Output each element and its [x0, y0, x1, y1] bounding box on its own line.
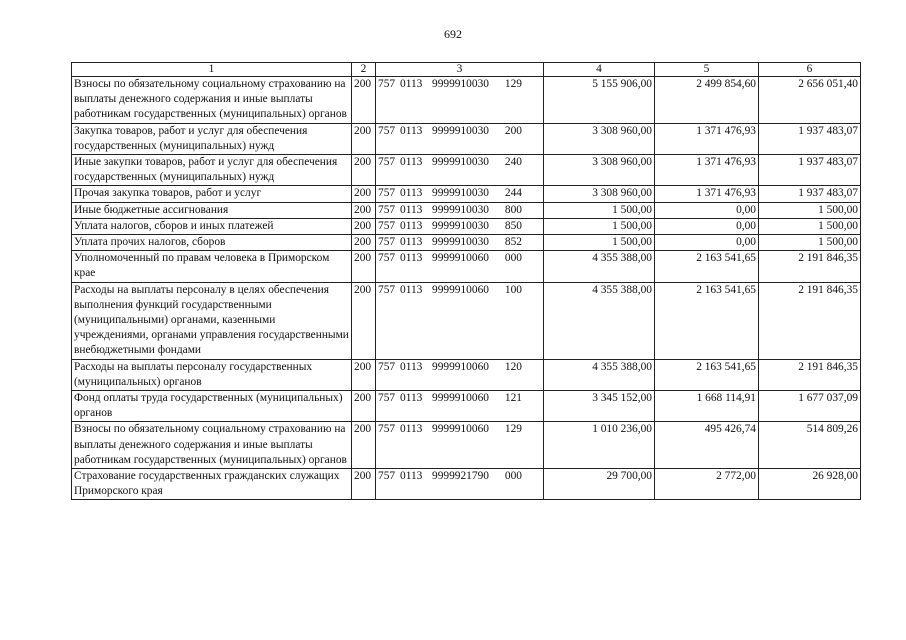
code-part: 757	[378, 283, 396, 296]
code-part: 850	[504, 219, 522, 232]
budget-table-body	[72, 63, 861, 500]
row-value-col5: 1 371 476,93	[655, 155, 759, 186]
row-value-col5: 2 163 541,65	[655, 251, 759, 282]
code-part: 0113	[400, 236, 423, 249]
table-row	[72, 251, 861, 282]
table-row	[72, 422, 861, 469]
code-part: 129	[504, 78, 522, 90]
code-part: 9999910030	[432, 124, 489, 137]
table-row	[72, 202, 861, 218]
code-part: 000	[504, 252, 522, 265]
code-part: 129	[504, 423, 522, 436]
row-grbs: 200	[352, 218, 376, 234]
row-name: Уплата прочих налогов, сборов	[72, 235, 352, 251]
page-number: 692	[444, 27, 462, 41]
code-part: 0113	[400, 187, 423, 200]
row-value-col6: 2 656 051,40	[759, 77, 861, 124]
code-part: 852	[504, 236, 522, 249]
code-part: 9999910060	[432, 283, 489, 296]
row-grbs: 200	[352, 391, 376, 422]
row-name: Расходы на выплаты персоналу государственных (муниципальных) органов	[72, 359, 352, 390]
column-header: 1	[72, 63, 352, 77]
row-value-col4: 3 308 960,00	[544, 123, 655, 154]
row-grbs: 200	[352, 123, 376, 154]
code-part: 0113	[400, 219, 423, 232]
code-part: 9999910060	[432, 252, 489, 265]
row-value-col6: 1 500,00	[759, 202, 861, 218]
row-value-col4: 4 355 388,00	[544, 251, 655, 282]
row-grbs: 200	[352, 251, 376, 282]
code-part: 800	[504, 203, 522, 216]
code-part: 0113	[400, 252, 423, 265]
row-value-col4: 1 500,00	[544, 202, 655, 218]
code-part: 757	[378, 470, 396, 483]
row-value-col5: 2 772,00	[655, 469, 759, 500]
row-classification-code	[376, 123, 544, 154]
row-name: Расходы на выплаты персоналу в целях обеспечения выполнения функций государственными (муниципальными) органами, казенными учреждениями, органами управления государственными внебюджетными фондами	[72, 282, 352, 359]
table-row	[72, 235, 861, 251]
row-value-col5: 1 371 476,93	[655, 186, 759, 202]
row-grbs: 200	[352, 469, 376, 500]
row-value-col6: 1 937 483,07	[759, 186, 861, 202]
row-value-col5: 2 499 854,60	[655, 77, 759, 124]
code-part: 0113	[400, 283, 423, 296]
row-value-col5: 2 163 541,65	[655, 282, 759, 359]
table-row	[72, 391, 861, 422]
row-classification-code	[376, 77, 544, 124]
code-part: 240	[504, 156, 522, 169]
column-header: 3	[376, 63, 544, 77]
column-header: 5	[655, 63, 759, 77]
row-value-col4: 5 155 906,00	[544, 77, 655, 124]
row-value-col6: 514 809,26	[759, 422, 861, 469]
row-grbs: 200	[352, 202, 376, 218]
row-value-col6: 1 937 483,07	[759, 123, 861, 154]
column-header: 2	[352, 63, 376, 77]
code-part: 120	[504, 360, 522, 373]
row-name: Страхование государственных гражданских служащих Приморского края	[72, 469, 352, 500]
row-value-col4: 3 308 960,00	[544, 155, 655, 186]
row-value-col5: 0,00	[655, 235, 759, 251]
row-value-col6: 2 191 846,35	[759, 251, 861, 282]
row-value-col4: 3 345 152,00	[544, 391, 655, 422]
row-name: Взносы по обязательному социальному страхованию на выплаты денежного содержания и иные выплаты работникам государственных (муниципальных) органов	[72, 77, 352, 124]
row-name: Фонд оплаты труда государственных (муниципальных) органов	[72, 391, 352, 422]
row-name: Уполномоченный по правам человека в Приморском крае	[72, 251, 352, 282]
code-part: 244	[504, 187, 522, 200]
code-part: 100	[504, 283, 522, 296]
row-grbs: 200	[352, 235, 376, 251]
code-part: 0113	[400, 203, 423, 216]
code-part: 0113	[400, 392, 423, 405]
code-part: 0113	[400, 156, 423, 169]
row-value-col6: 1 500,00	[759, 218, 861, 234]
row-classification-code	[376, 251, 544, 282]
row-name: Взносы по обязательному социальному страхованию на выплаты денежного содержания и иные выплаты работникам государственных (муниципальных) органов	[72, 422, 352, 469]
row-value-col4: 1 010 236,00	[544, 422, 655, 469]
row-classification-code	[376, 202, 544, 218]
row-name: Закупка товаров, работ и услуг для обеспечения государственных (муниципальных) нужд	[72, 123, 352, 154]
budget-table	[71, 62, 861, 500]
column-header: 6	[759, 63, 861, 77]
row-classification-code	[376, 186, 544, 202]
row-classification-code	[376, 218, 544, 234]
code-part: 0113	[400, 423, 423, 436]
row-value-col5: 1 668 114,91	[655, 391, 759, 422]
row-value-col6: 1 677 037,09	[759, 391, 861, 422]
code-part: 757	[378, 423, 396, 436]
row-name: Иные закупки товаров, работ и услуг для обеспечения государственных (муниципальных) нужд	[72, 155, 352, 186]
row-name: Иные бюджетные ассигнования	[72, 202, 352, 218]
row-value-col5: 495 426,74	[655, 422, 759, 469]
row-value-col5: 2 163 541,65	[655, 359, 759, 390]
row-value-col5: 1 371 476,93	[655, 123, 759, 154]
code-part: 9999910030	[432, 219, 489, 232]
row-value-col5: 0,00	[655, 218, 759, 234]
table-row	[72, 469, 861, 500]
row-grbs: 200	[352, 186, 376, 202]
code-part: 9999910030	[432, 187, 489, 200]
row-value-col4: 1 500,00	[544, 235, 655, 251]
code-part: 757	[378, 203, 396, 216]
row-classification-code	[376, 391, 544, 422]
table-row	[72, 186, 861, 202]
code-part: 757	[378, 360, 396, 373]
code-part: 9999910060	[432, 392, 489, 405]
row-classification-code	[376, 155, 544, 186]
row-value-col6: 2 191 846,35	[759, 282, 861, 359]
code-part: 0113	[400, 360, 423, 373]
code-part: 9999910030	[432, 236, 489, 249]
row-value-col6: 1 937 483,07	[759, 155, 861, 186]
table-row	[72, 155, 861, 186]
code-part: 9999910060	[432, 423, 489, 436]
row-grbs: 200	[352, 422, 376, 469]
code-part: 757	[378, 156, 396, 169]
code-part: 0113	[400, 470, 423, 483]
table-row	[72, 282, 861, 359]
row-value-col4: 4 355 388,00	[544, 282, 655, 359]
code-part: 757	[378, 219, 396, 232]
code-part: 757	[378, 252, 396, 265]
code-part: 0113	[400, 124, 423, 137]
code-part: 9999921790	[432, 470, 489, 483]
row-grbs: 200	[352, 155, 376, 186]
code-part: 000	[504, 470, 522, 483]
row-grbs: 200	[352, 359, 376, 390]
table-row	[72, 77, 861, 124]
row-value-col5: 0,00	[655, 202, 759, 218]
row-value-col6: 26 928,00	[759, 469, 861, 500]
row-name: Уплата налогов, сборов и иных платежей	[72, 218, 352, 234]
code-part: 9999910030	[432, 203, 489, 216]
row-classification-code	[376, 422, 544, 469]
row-classification-code	[376, 469, 544, 500]
code-part: 757	[378, 78, 396, 90]
code-part: 757	[378, 187, 396, 200]
code-part: 200	[504, 124, 522, 137]
code-part: 9999910030	[432, 78, 489, 90]
code-part: 9999910030	[432, 156, 489, 169]
row-value-col6: 1 500,00	[759, 235, 861, 251]
row-name: Прочая закупка товаров, работ и услуг	[72, 186, 352, 202]
code-part: 757	[378, 392, 396, 405]
row-grbs: 200	[352, 282, 376, 359]
code-part: 757	[378, 124, 396, 137]
code-part: 121	[504, 392, 522, 405]
column-header: 4	[544, 63, 655, 77]
table-row	[72, 218, 861, 234]
table-header-row	[72, 63, 861, 77]
table-row	[72, 123, 861, 154]
code-part: 9999910060	[432, 360, 489, 373]
row-value-col4: 3 308 960,00	[544, 186, 655, 202]
row-value-col6: 2 191 846,35	[759, 359, 861, 390]
code-part: 0113	[400, 78, 423, 90]
row-value-col4: 29 700,00	[544, 469, 655, 500]
row-value-col4: 1 500,00	[544, 218, 655, 234]
row-value-col4: 4 355 388,00	[544, 359, 655, 390]
table-row	[72, 359, 861, 390]
row-classification-code	[376, 359, 544, 390]
row-classification-code	[376, 235, 544, 251]
row-grbs: 200	[352, 77, 376, 124]
row-classification-code	[376, 282, 544, 359]
code-part: 757	[378, 236, 396, 249]
